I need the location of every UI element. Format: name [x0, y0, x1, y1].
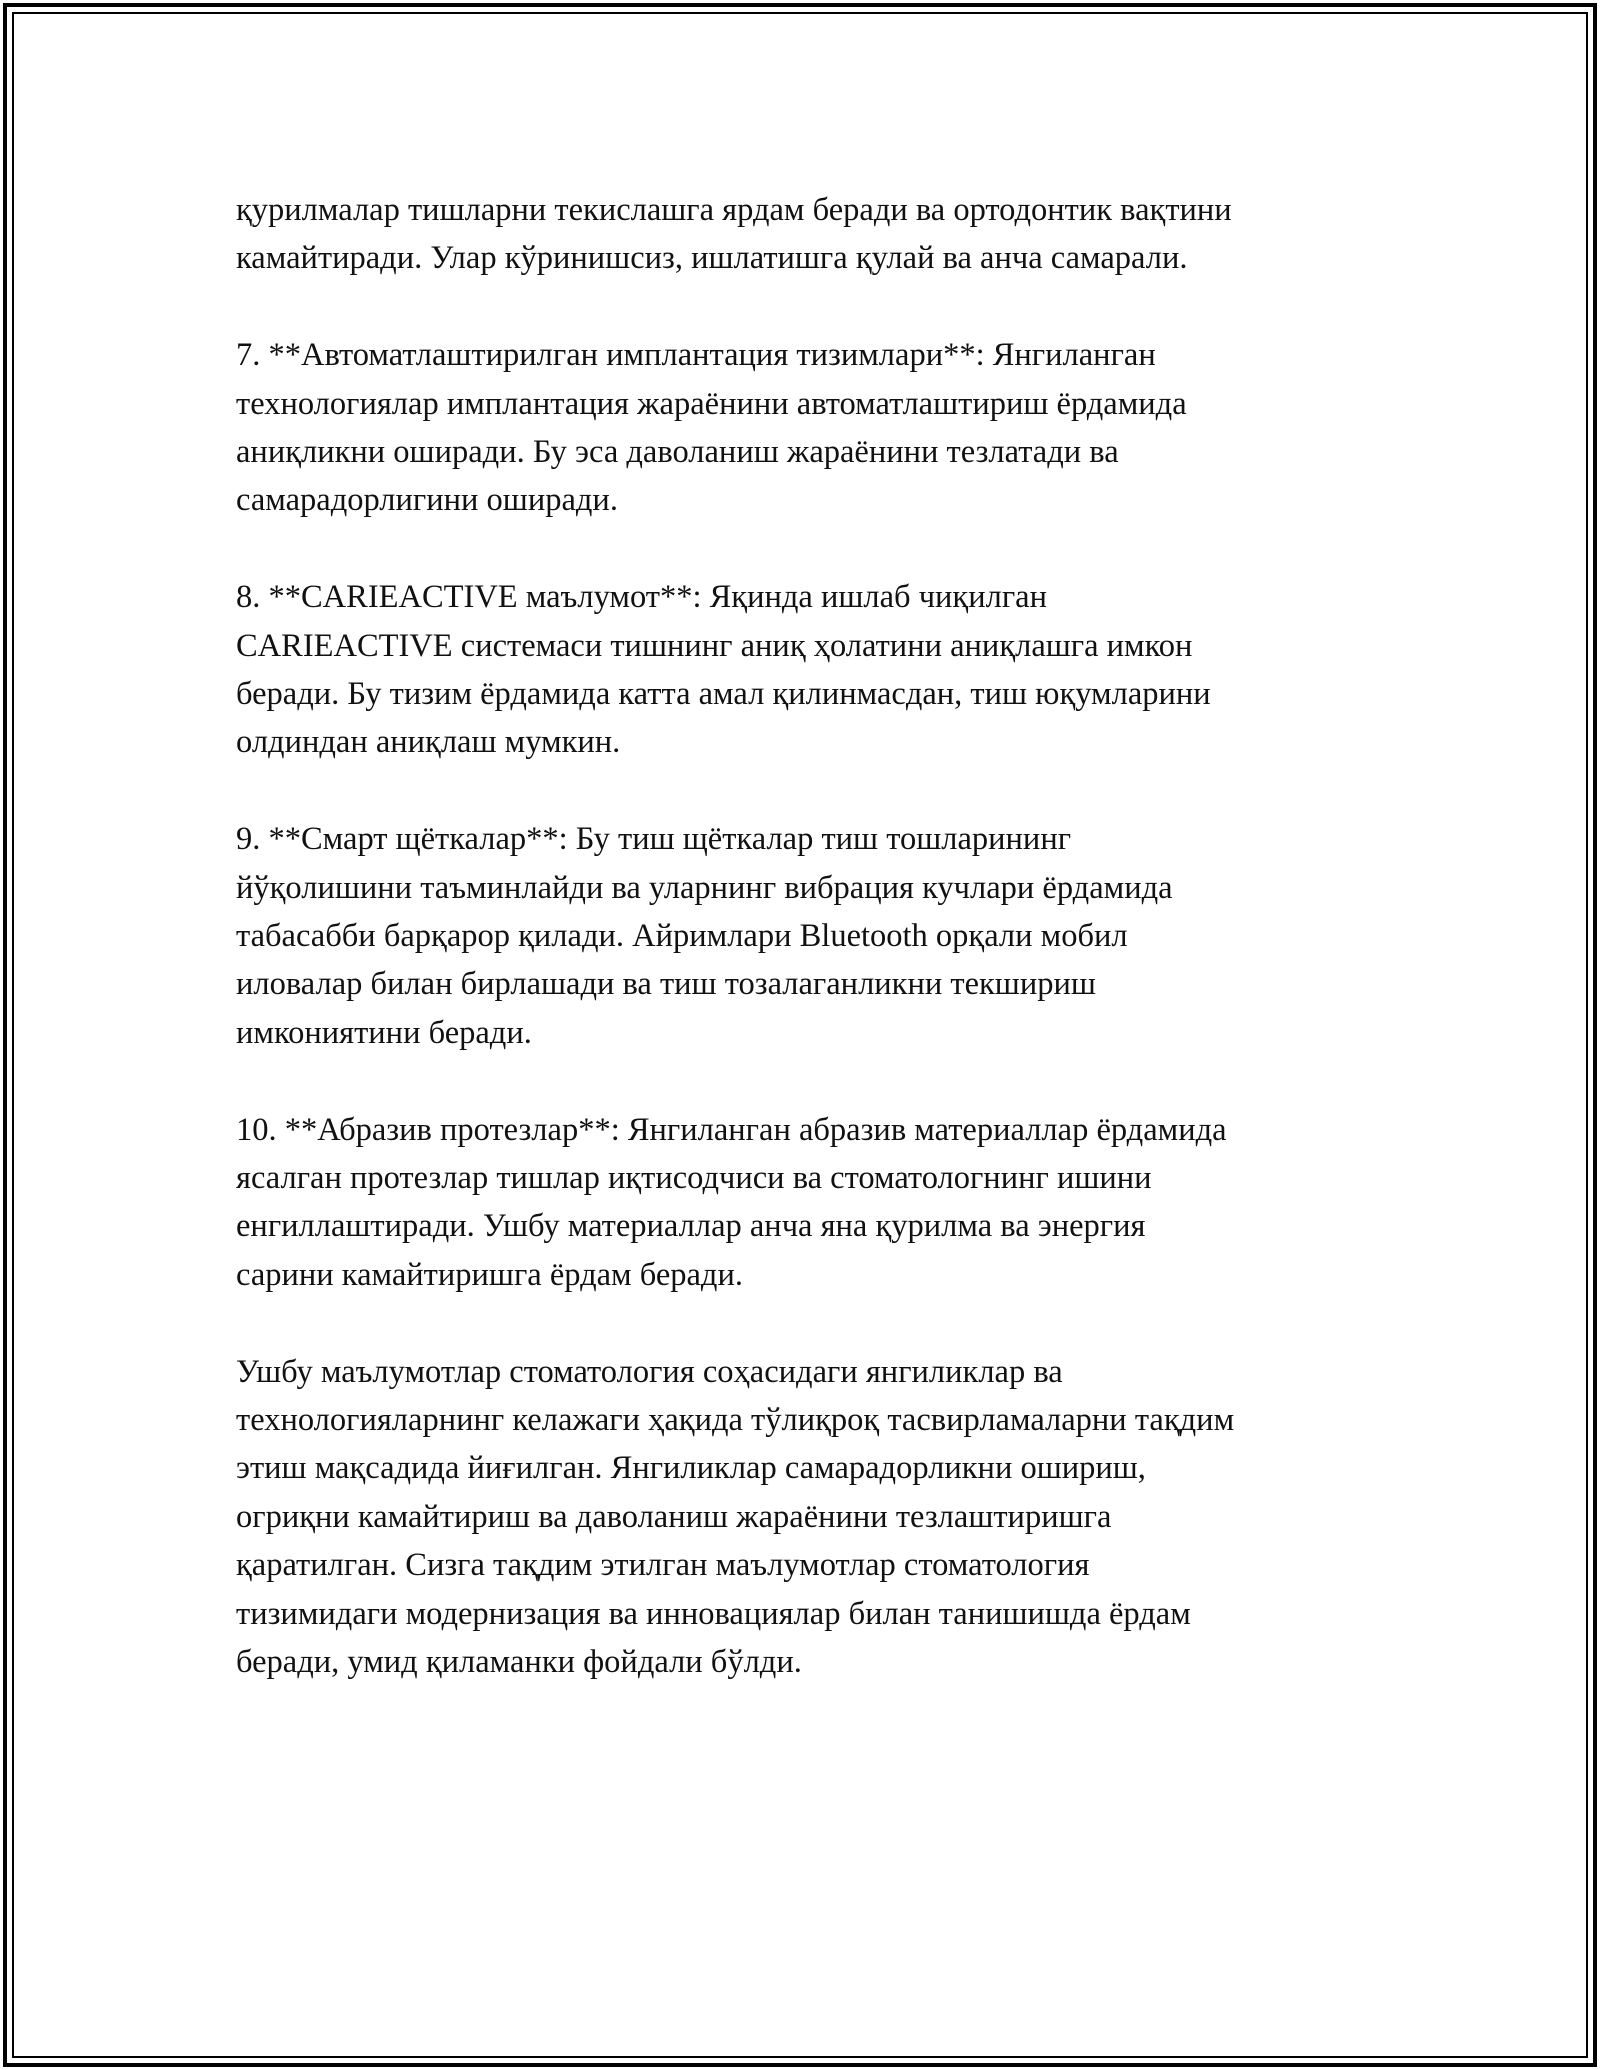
text-line: самарадорлигини оширади.: [236, 482, 618, 519]
paragraph-conclusion: [236, 1348, 1376, 1687]
text-line: йўқолишини таъминлайди ва уларнинг вибрация кучлари ёрдамида: [236, 869, 1173, 906]
text-line: тизимидаги модернизация ва инновациялар билан танишишда ёрдам: [236, 1595, 1191, 1632]
paragraph-item-9: [236, 815, 1376, 1057]
text-line: қаратилган. Сизга тақдим этилган маълумотлар стоматология: [236, 1547, 1090, 1584]
text-line: енгиллаштиради. Ушбу материаллар анча яна қурилма ва энергия: [236, 1208, 1146, 1245]
text-line: қурилмалар тишларни текислашга ярдам беради ва ортодонтик вақтини: [236, 192, 1232, 228]
text-line: аниқликни оширади. Бу эса даволаниш жараёнини тезлатади ва: [236, 434, 1119, 471]
text-line: олдиндан аниқлаш мумкин.: [236, 724, 621, 761]
text-line: беради, умид қиламанки фойдали бўлди.: [236, 1644, 802, 1681]
document-body: [236, 186, 1376, 1735]
paragraph-item-7: [236, 331, 1376, 525]
paragraph-continuation: [236, 186, 1376, 283]
text-line: беради. Бу тизим ёрдамида катта амал қилинмасдан, тиш юқумларини: [236, 676, 1211, 713]
text-line: камайтиради. Улар кўринишсиз, ишлатишга қулай ва анча самарали.: [236, 240, 1188, 277]
text-line: ясалган протезлар тишлар иқтисодчиси ва стоматологнинг ишини: [236, 1160, 1152, 1197]
text-line: 7. **Автоматлаштирилган имплантация тизимлари**: Янгиланган: [236, 337, 1156, 374]
paragraph-item-10: [236, 1106, 1376, 1300]
paragraph-item-8: [236, 573, 1376, 767]
text-line: этиш мақсадида йиғилган. Янгиликлар самарадорликни ошириш,: [236, 1450, 1146, 1487]
text-line: табасабби барқарор қилади. Айримлари Bluetooth орқали мобил: [236, 918, 1128, 955]
text-line: иловалар билан бирлашади ва тиш тозалаганликни текшириш: [236, 966, 1096, 1003]
text-line: технологиялар имплантация жараёнини автоматлаштириш ёрдамида: [236, 385, 1187, 422]
text-line: имкониятини беради.: [236, 1014, 532, 1051]
text-line: 10. **Абразив протезлар**: Янгиланган абразив материаллар ёрдамида: [236, 1111, 1227, 1148]
text-line: 8. **CARIEACTIVE маълумот**: Яқинда ишлаб чиқилган: [236, 579, 1047, 616]
text-line: Ушбу маълумотлар стоматология соҳасидаги янгиликлар ва: [236, 1353, 1063, 1390]
text-line: огриқни камайтириш ва даволаниш жараёнини тезлаштиришга: [236, 1498, 1112, 1535]
text-line: 9. **Смарт щёткалар**: Бу тиш щёткалар тиш тошларининг: [236, 821, 1072, 858]
text-line: технологияларнинг келажаги ҳақида тўлиқроқ тасвирламаларни тақдим: [236, 1402, 1235, 1439]
text-line: сарини камайтиришга ёрдам беради.: [236, 1256, 743, 1293]
text-line: CARIEACTIVE системаси тишнинг аниқ ҳолатини аниқлашга имкон: [236, 627, 1193, 664]
